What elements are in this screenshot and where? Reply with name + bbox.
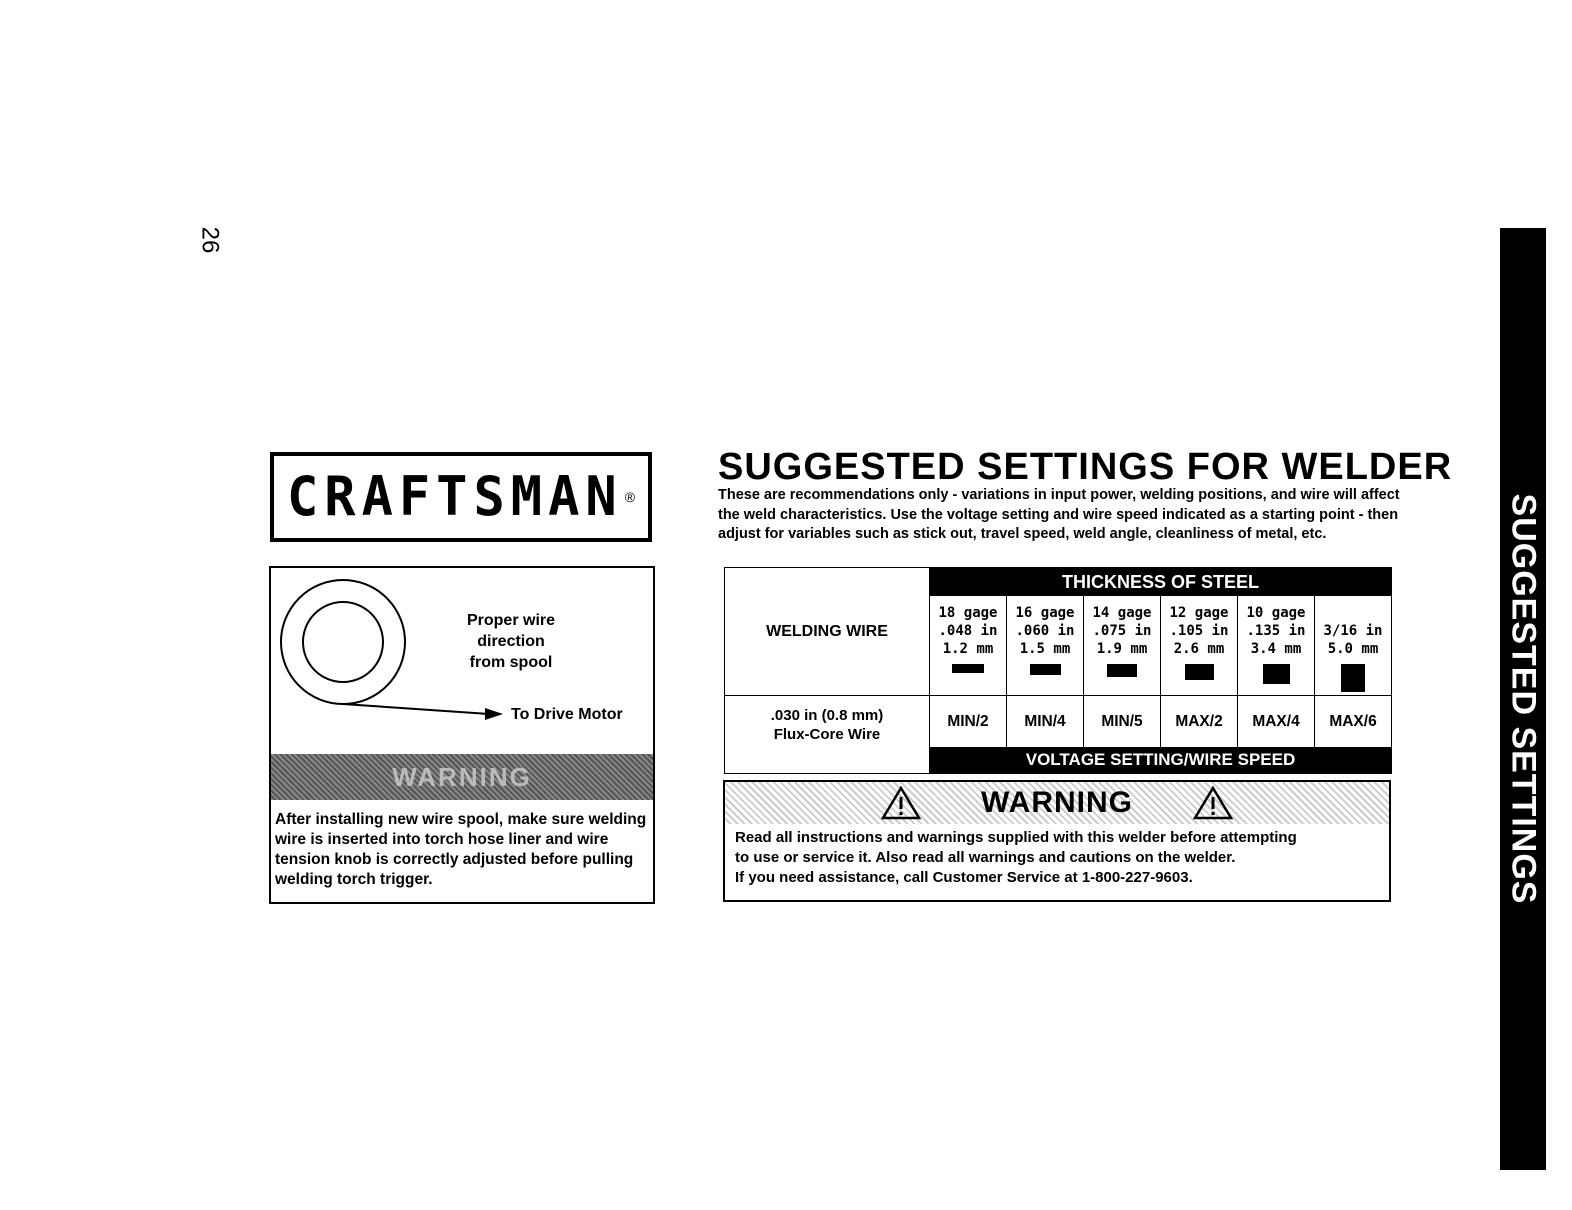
- mm-label: 1.9 mm: [1096, 641, 1148, 657]
- gage-label: 12 gage: [1169, 605, 1229, 621]
- warning-band-text: WARNING: [392, 761, 532, 792]
- gage-label: 16 gage: [1015, 605, 1075, 621]
- thickness-column: [1315, 596, 1391, 696]
- warning-header: [725, 782, 1389, 824]
- setting-cell: MIN/5: [1084, 696, 1161, 747]
- intro-paragraph: These are recommendations only - variations in input power, welding positions, and wire will affect the weld characteristics. Use the voltage setting and wire speed indicated as a starting point - then adjust for variables such as stick out, travel speed, weld angle, cleanliness of metal, etc.: [718, 487, 1400, 542]
- warning-line: Read all instructions and warnings supplied with this welder before attempting: [735, 829, 1297, 846]
- inch-label: 3/16 in: [1323, 623, 1383, 639]
- gage-label: 18 gage: [938, 605, 998, 621]
- warning-heading: WARNING: [981, 786, 1133, 819]
- inch-label: .105 in: [1169, 623, 1229, 639]
- label-line: Proper wire: [466, 612, 556, 629]
- thickness-swatch: [952, 664, 984, 673]
- wire-line: Flux-Core Wire: [773, 726, 881, 743]
- setting-cell: MIN/2: [930, 696, 1007, 747]
- thickness-column: [1238, 596, 1315, 696]
- thickness-column: [1161, 596, 1238, 696]
- wire-spec: [725, 696, 930, 773]
- registered-mark: ®: [624, 489, 636, 505]
- thickness-swatch: [1185, 664, 1214, 680]
- wire-direction-label: [451, 610, 571, 673]
- mm-label: 1.2 mm: [942, 641, 994, 657]
- setting-cell: MAX/4: [1238, 696, 1315, 747]
- gage-label: 14 gage: [1092, 605, 1152, 621]
- inch-label: .048 in: [938, 623, 998, 639]
- voltage-footer: VOLTAGE SETTING/WIRE SPEED: [930, 747, 1391, 773]
- label-line: from spool: [469, 654, 553, 671]
- thickness-swatch: [1263, 664, 1290, 684]
- thickness-column: [1007, 596, 1084, 696]
- wire-line: .030 in (0.8 mm): [770, 707, 884, 724]
- mm-label: 5.0 mm: [1327, 641, 1379, 657]
- thickness-header: THICKNESS OF STEEL: [930, 568, 1391, 596]
- settings-table: [724, 567, 1392, 774]
- warning-box: [723, 780, 1391, 902]
- welding-wire-header: WELDING WIRE: [725, 568, 930, 696]
- logo-text: CRAFTSMAN: [286, 465, 623, 529]
- inch-label: .060 in: [1015, 623, 1075, 639]
- mm-label: 2.6 mm: [1173, 641, 1225, 657]
- thickness-column: [930, 596, 1007, 696]
- setting-cell: MAX/6: [1329, 712, 1377, 730]
- spool-note: After installing new wire spool, make sure welding wire is inserted into torch hose liner and wire tension knob is correctly adjusted before pulling welding torch trigger.: [275, 811, 647, 888]
- thickness-swatch: [1341, 664, 1365, 692]
- label-line: direction: [477, 633, 545, 650]
- thickness-column: [1084, 596, 1161, 696]
- mm-label: 3.4 mm: [1250, 641, 1302, 657]
- page-number: 26: [196, 226, 224, 254]
- inch-label: .135 in: [1246, 623, 1306, 639]
- page-title: SUGGESTED SETTINGS FOR WELDER: [718, 446, 1453, 488]
- mm-label: 1.5 mm: [1019, 641, 1071, 657]
- side-tab-label: SUGGESTED SETTINGS: [1504, 493, 1543, 905]
- warning-line: If you need assistance, call Customer Service at 1-800-227-9603.: [735, 869, 1193, 886]
- gage-label: 10 gage: [1246, 605, 1306, 621]
- drive-motor-label: To Drive Motor: [511, 706, 623, 723]
- inch-label: .075 in: [1092, 623, 1152, 639]
- warning-line: to use or service it. Also read all warnings and cautions on the welder.: [735, 849, 1236, 866]
- thickness-swatch: [1107, 664, 1137, 677]
- warning-triangle-icon: [881, 786, 921, 820]
- setting-cell: MIN/4: [1007, 696, 1084, 747]
- side-tab: [1500, 228, 1546, 1170]
- craftsman-logo: [270, 452, 652, 542]
- spool-direction-panel: [269, 566, 655, 904]
- warning-triangle-icon: [1193, 786, 1233, 820]
- warning-text: [735, 828, 1385, 888]
- setting-cell: MAX/2: [1161, 696, 1238, 747]
- thickness-swatch: [1030, 664, 1061, 675]
- spool-warning-band: [271, 754, 653, 800]
